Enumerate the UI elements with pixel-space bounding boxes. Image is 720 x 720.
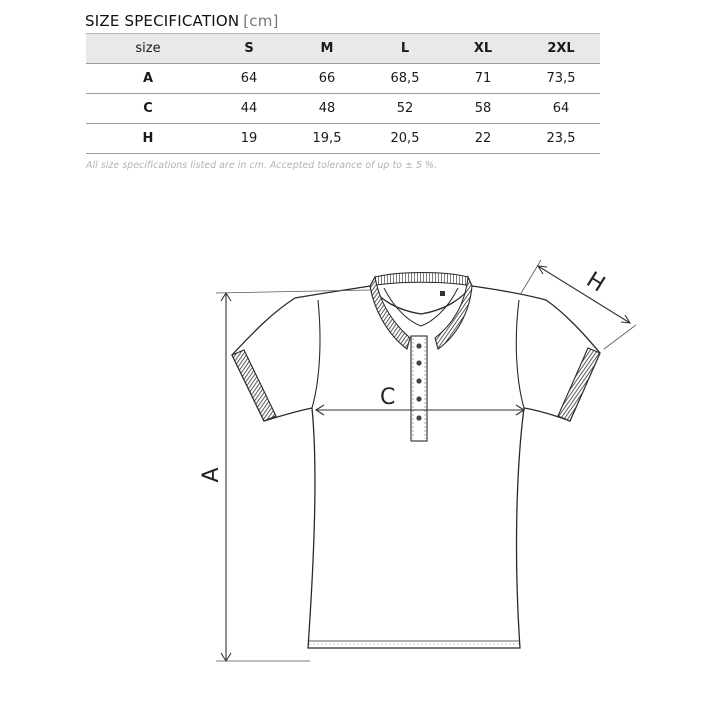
dimension-h-arrow-bottom xyxy=(621,315,630,323)
table-cell: 71 xyxy=(444,64,522,94)
button-icon xyxy=(416,378,421,383)
collar-back-band xyxy=(370,273,472,287)
table-cell: 19 xyxy=(210,124,288,154)
corner-label: size xyxy=(86,34,210,64)
button-icon xyxy=(416,396,421,401)
table-cell: 23,5 xyxy=(522,124,600,154)
button-icon xyxy=(416,343,421,348)
table-cell: 22 xyxy=(444,124,522,154)
title-text: SIZE SPECIFICATION xyxy=(85,12,240,30)
table-cell: 64 xyxy=(522,94,600,124)
table-cell: 66 xyxy=(288,64,366,94)
column-header-2xl: 2XL xyxy=(522,34,600,64)
table-cell: 48 xyxy=(288,94,366,124)
table-cell: 19,5 xyxy=(288,124,366,154)
dimension-h-arrow-top xyxy=(538,266,547,274)
row-label: A xyxy=(86,64,210,94)
column-header-xl: XL xyxy=(444,34,522,64)
table-cell: 58 xyxy=(444,94,522,124)
button-icon xyxy=(416,415,421,420)
column-header-l: L xyxy=(366,34,444,64)
button-icon xyxy=(416,360,421,365)
table-cell: 68,5 xyxy=(366,64,444,94)
table-cell: 20,5 xyxy=(366,124,444,154)
collar-label-tag xyxy=(440,291,445,296)
table-cell: 73,5 xyxy=(522,64,600,94)
table-cell: 64 xyxy=(210,64,288,94)
dimension-h-extension-bottom xyxy=(604,325,636,349)
button-placket xyxy=(411,336,427,441)
column-header-m: M xyxy=(288,34,366,64)
dimension-h-label: H xyxy=(581,267,610,298)
title-unit: [cm] xyxy=(243,12,279,30)
column-header-s: S xyxy=(210,34,288,64)
row-label: H xyxy=(86,124,210,154)
dimension-c-label: C xyxy=(380,385,396,410)
table-cell: 44 xyxy=(210,94,288,124)
tolerance-note: All size specifications listed are in cm. Accepted tolerance of up to ± 5 %. xyxy=(86,160,438,171)
table-cell: 52 xyxy=(366,94,444,124)
dimension-h-extension-top xyxy=(520,260,541,295)
row-label: C xyxy=(86,94,210,124)
dimension-a-label: A xyxy=(199,467,224,483)
